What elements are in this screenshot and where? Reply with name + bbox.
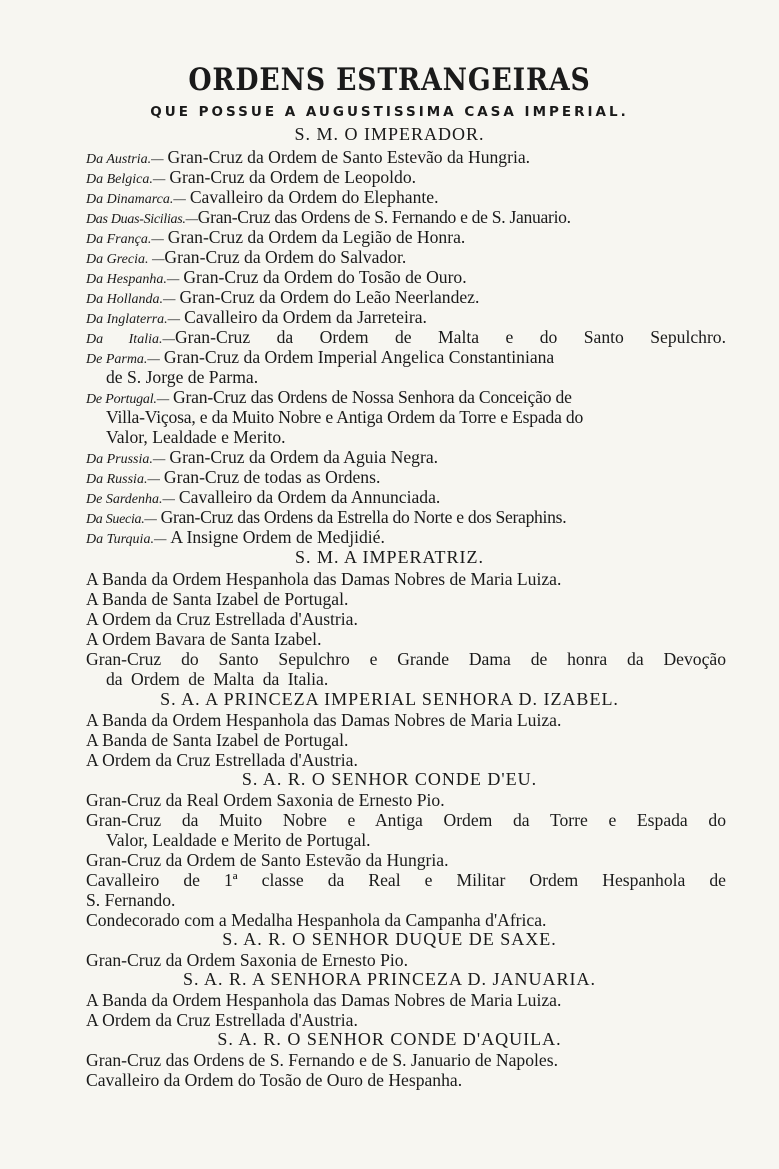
entry-portugal-cont-2: Valor, Lealdade e Merito.	[106, 427, 286, 447]
country-label: De Parma.—	[86, 352, 160, 367]
entry-text: Gran-Cruz da Ordem do Leão Neerlandez.	[179, 287, 480, 307]
line-conde-deu-3: Valor, Lealdade e Merito de Portugal.	[106, 830, 371, 850]
country-label: Da Hespanha.—	[86, 272, 180, 287]
entry-text: Gran-Cruz da Ordem de Malta e do Santo Sepulchro.	[174, 327, 726, 347]
entry-text: Gran-Cruz das Ordens da Estrella do Norte e dos Seraphins.	[160, 507, 567, 527]
entry-text: Gran-Cruz de todas as Ordens.	[163, 467, 381, 487]
section-heading-princeza: S. A. A PRINCEZA IMPERIAL SENHORA D. IZABEL.	[160, 689, 619, 709]
country-label: Da Hollanda.—	[86, 292, 176, 307]
section-heading-conde-deu: S. A. R. O SENHOR CONDE D'EU.	[241, 769, 538, 789]
line-imperatriz-3: A Ordem da Cruz Estrellada d'Austria.	[86, 609, 358, 629]
line-imperatriz-5: Gran-Cruz do Santo Sepulchro e Grande Dama de honra da Devoção	[86, 649, 726, 669]
entry-text: Gran-Cruz da Ordem de Leopoldo.	[169, 167, 417, 187]
entry-text: Gran-Cruz da Ordem do Salvador.	[164, 247, 407, 267]
country-label: Da Belgica.—	[86, 172, 166, 187]
line-conde-deu-4: Gran-Cruz da Ordem de Santo Estevão da Hungria.	[86, 850, 449, 870]
entry-text: Cavalleiro da Ordem do Elephante.	[189, 187, 439, 207]
line-imperatriz-1: A Banda da Ordem Hespanhola das Damas Nobres de Maria Luiza.	[86, 569, 562, 589]
country-label: Da França.—	[86, 232, 164, 247]
section-heading-duque-saxe: S. A. R. O SENHOR DUQUE DE SAXE.	[222, 929, 557, 949]
line-imperatriz-2: A Banda de Santa Izabel de Portugal.	[86, 589, 349, 609]
section-heading-imperatriz: S. M. A IMPERATRIZ.	[294, 547, 485, 567]
country-label: Da Prussia.—	[86, 452, 166, 467]
line-conde-aquila-2: Cavalleiro da Ordem do Tosão de Ouro de Hespanha.	[86, 1070, 463, 1090]
country-label: Da Dinamarca.—	[86, 192, 186, 207]
country-label: De Portugal.—	[86, 392, 169, 407]
line-princeza-januaria-1: A Banda da Ordem Hespanhola das Damas Nobres de Maria Luiza.	[86, 990, 562, 1010]
entry-portugal-cont-1: Villa-Viçosa, e da Muito Nobre e Antiga Ordem da Torre e Espada do	[106, 407, 584, 427]
country-label: Da Russia.—	[86, 472, 160, 487]
country-label: Da Inglaterra.—	[86, 312, 181, 327]
country-label: Da Italia.—	[86, 332, 175, 347]
country-label: Da Austria.—	[86, 152, 164, 167]
country-label: Das Duas-Sicilias.—	[86, 212, 198, 227]
country-label: Da Grecia. —	[86, 252, 165, 267]
country-label: De Sardenha.—	[86, 492, 175, 507]
entry-text: Gran-Cruz da Ordem Imperial Angelica Constantiniana	[163, 347, 555, 367]
line-conde-deu-5: Cavalleiro de 1ª classe da Real e Militar Ordem Hespanhola de	[86, 870, 726, 890]
entry-text: Gran-Cruz da Ordem da Legião de Honra.	[167, 227, 466, 247]
line-princeza-1: A Banda da Ordem Hespanhola das Damas Nobres de Maria Luiza.	[86, 710, 562, 730]
section-heading-imperador: S. M. O IMPERADOR.	[294, 124, 485, 144]
line-princeza-2: A Banda de Santa Izabel de Portugal.	[86, 730, 349, 750]
section-heading-princeza-januaria: S. A. R. A SENHORA PRINCEZA D. JANUARIA.	[182, 969, 597, 989]
section-heading-conde-aquila: S. A. R. O SENHOR CONDE D'AQUILA.	[217, 1029, 562, 1049]
line-conde-aquila-1: Gran-Cruz das Ordens de S. Fernando e de S. Januario de Napoles.	[86, 1050, 558, 1070]
line-conde-deu-1: Gran-Cruz da Real Ordem Saxonia de Ernesto Pio.	[86, 790, 445, 810]
line-imperatriz-4: A Ordem Bavara de Santa Izabel.	[86, 629, 322, 649]
entry-parma-cont: de S. Jorge de Parma.	[106, 367, 259, 387]
entry-text: Gran-Cruz da Ordem de Santo Estevão da Hungria.	[167, 147, 531, 167]
entry-text: Gran-Cruz das Ordens de Nossa Senhora da Conceição de	[172, 387, 572, 407]
line-princeza-3: A Ordem da Cruz Estrellada d'Austria.	[86, 750, 358, 770]
country-label: Da Turquia.—	[86, 532, 167, 547]
country-label: Da Suecia.—	[86, 512, 157, 527]
line-conde-deu-7: Condecorado com a Medalha Hespanhola da Campanha d'Africa.	[86, 910, 547, 930]
entry-text: A Insigne Ordem de Medjidié.	[170, 527, 385, 547]
line-duque-saxe-1: Gran-Cruz da Ordem Saxonia de Ernesto Pio.	[86, 950, 408, 970]
page-subtitle: QUE POSSUE A AUGUSTISSIMA CASA IMPERIAL.	[150, 104, 629, 120]
entry-text: Gran-Cruz da Ordem do Tosão de Ouro.	[183, 267, 467, 287]
entry-text: Gran-Cruz da Ordem da Aguia Negra.	[169, 447, 439, 467]
entry-text: Cavalleiro da Ordem da Jarreteira.	[184, 307, 427, 327]
line-princeza-januaria-2: A Ordem da Cruz Estrellada d'Austria.	[86, 1010, 358, 1030]
entry-text: Cavalleiro da Ordem da Annunciada.	[178, 487, 441, 507]
line-imperatriz-6: da Ordem de Malta da Italia.	[106, 669, 329, 689]
page-title: ORDENS ESTRANGEIRAS	[188, 62, 591, 98]
line-conde-deu-2: Gran-Cruz da Muito Nobre e Antiga Ordem da Torre e Espada do	[86, 810, 726, 830]
entry-text: Gran-Cruz das Ordens de S. Fernando e de S. Januario.	[197, 207, 571, 227]
line-conde-deu-6: S. Fernando.	[86, 890, 176, 910]
